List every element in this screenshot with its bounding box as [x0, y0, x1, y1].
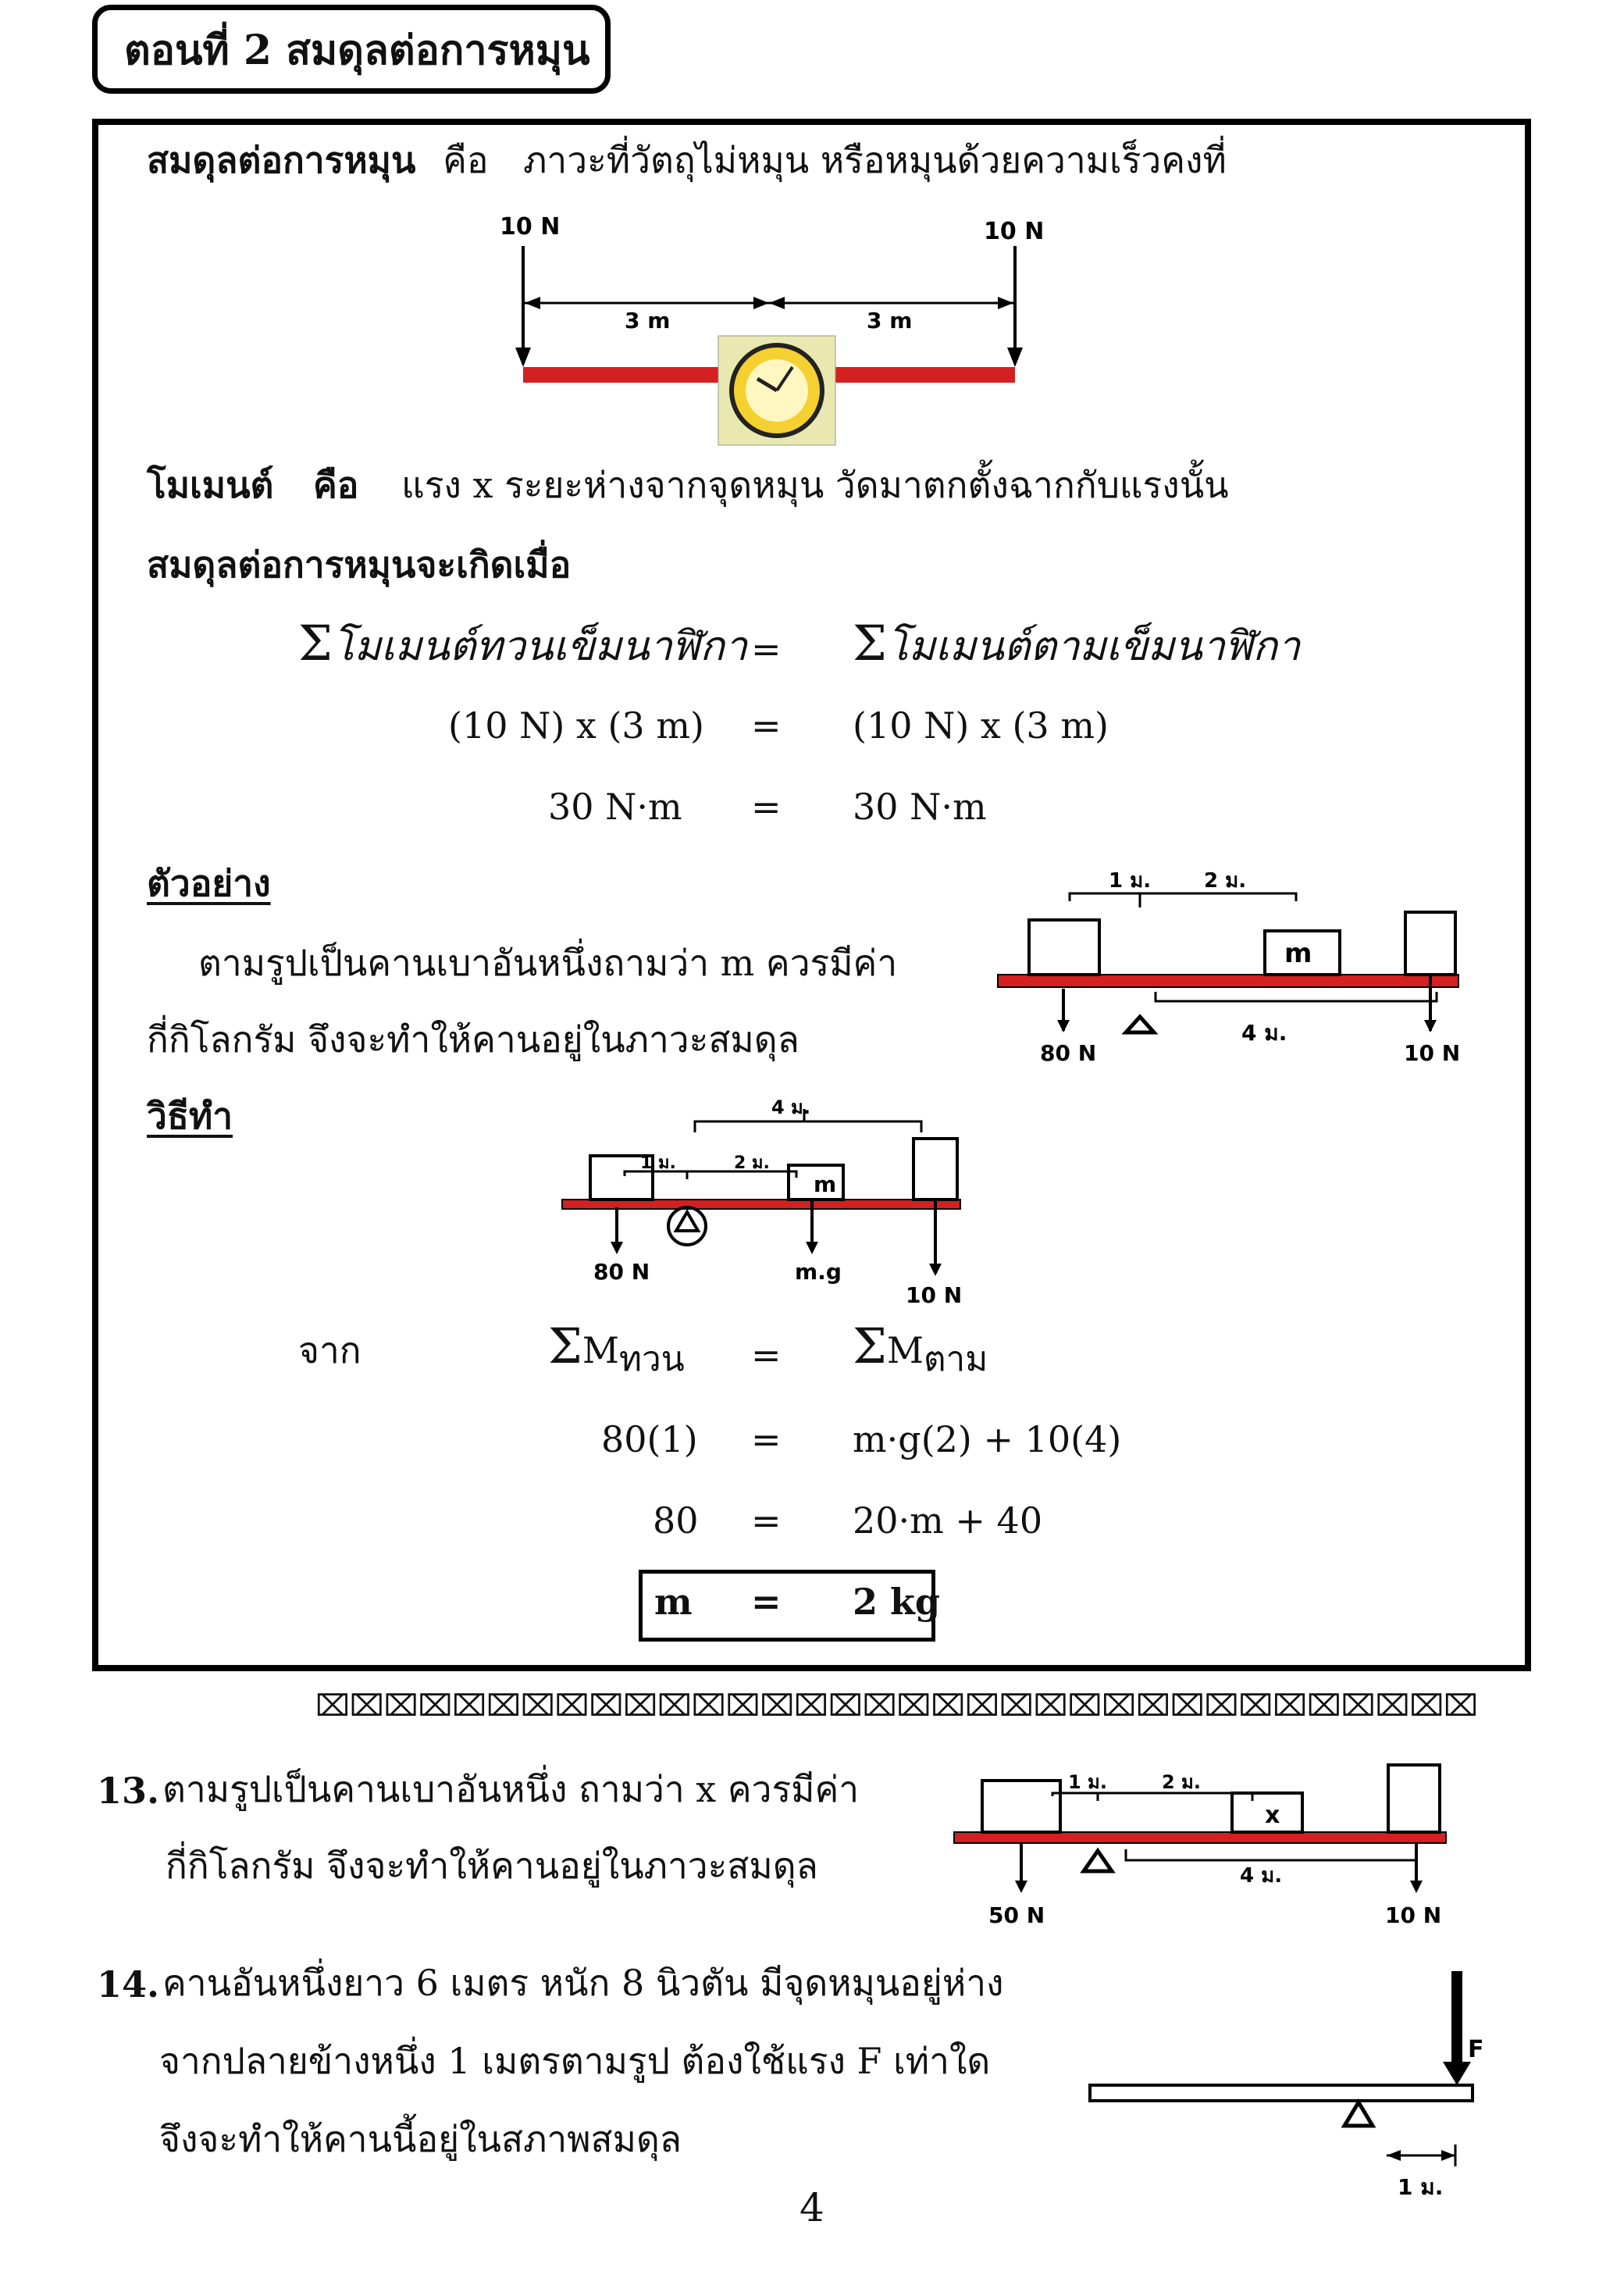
- step1-rhs: m·g(2) + 10(4): [853, 1418, 1122, 1460]
- q13-number: 13.: [97, 1770, 160, 1812]
- d-top-label: 4 ม.: [771, 1096, 810, 1118]
- example-line2: กี่กิโลกรัม จึงจะทำให้คานอยู่ในภาวะสมดุล: [147, 1018, 800, 1061]
- fulcrum-icon: [1344, 2102, 1373, 2126]
- d1-label: 1 ม.: [1109, 869, 1152, 893]
- eq-sign-2: =: [751, 704, 782, 747]
- example-beam-figure: [992, 867, 1476, 1070]
- fulcrum-icon: [1084, 1851, 1112, 1871]
- beam-left: [523, 367, 734, 383]
- q14-number: 14.: [97, 1963, 160, 2005]
- moment-term: โมเมนต์: [147, 464, 274, 506]
- eq-sign-6: =: [751, 1499, 782, 1542]
- fulcrum-icon: [1126, 1017, 1154, 1032]
- definition-term: สมดุลต่อการหมุน: [147, 139, 416, 181]
- sigma-symbol: Σ: [853, 615, 887, 672]
- q13-line2: กี่กิโลกรัม จึงจะทำให้คานอยู่ในภาวะสมดุล: [166, 1845, 818, 1887]
- mass-label: m: [814, 1171, 837, 1197]
- step2-rhs: 20·m + 40: [853, 1499, 1043, 1542]
- page-number: 4: [800, 2185, 824, 2230]
- divider: ⌧⌧⌧⌧⌧⌧⌧⌧⌧⌧⌧⌧⌧⌧⌧⌧⌧⌧⌧⌧⌧⌧⌧⌧⌧⌧⌧⌧⌧⌧⌧⌧⌧⌧: [315, 1688, 1478, 1723]
- force-arrowhead: [1443, 2062, 1471, 2085]
- definition-is: คือ: [443, 139, 489, 181]
- force-left-label: 10 N: [500, 213, 561, 241]
- beam-right: [835, 367, 1015, 383]
- force-left-arrowhead: [515, 348, 531, 367]
- f-left-label: 50 N: [988, 1902, 1045, 1928]
- dim-4m: [1126, 1849, 1416, 1860]
- from-label: จาก: [298, 1329, 361, 1371]
- eq-rhs1: Σโมเมนต์ตามเข็มนาฬิกา: [853, 615, 1301, 672]
- mass-label: m: [1284, 938, 1312, 969]
- dist-label: 1 ม.: [1398, 2174, 1444, 2200]
- f1-label: 80 N: [593, 1259, 650, 1285]
- sum-m-lhs: $\Sigma M_{ทวน}$: [548, 1317, 685, 1380]
- dim-4m: [1156, 992, 1437, 1001]
- section-title: [92, 5, 611, 94]
- f-right-label: 10 N: [1404, 1040, 1461, 1066]
- clock-balance-figure: [500, 211, 1045, 445]
- example-line1: ตามรูปเป็นคานเบาอันหนึ่งถามว่า m ควรมีค่า: [198, 942, 898, 984]
- force-right-label: 10 N: [984, 218, 1045, 245]
- block-left: [1029, 920, 1099, 975]
- d3-label: 4 ม.: [1241, 1020, 1287, 1046]
- f3-label: 10 N: [906, 1282, 963, 1308]
- block-left: [982, 1781, 1060, 1832]
- d2-label: 2 ม.: [734, 1153, 770, 1173]
- force-right-arrowhead: [1007, 348, 1023, 367]
- section-title-text: ตอนที่ 2 สมดุลต่อการหมุน: [124, 26, 590, 74]
- definition-text: ภาวะที่วัตถุไม่หมุน หรือหมุนด้วยความเร็วคงที่: [523, 139, 1227, 181]
- eq-rhs3: 30 N·m: [853, 786, 987, 828]
- moment-text: แรง x ระยะห่างจากจุดหมุน วัดมาตกตั้งฉากกับแรงนั้น: [401, 464, 1229, 506]
- d3-label: 4 ม.: [1240, 1864, 1283, 1888]
- q14-beam-figure: [1085, 1968, 1507, 2202]
- beam: [998, 975, 1458, 987]
- d1-label: 1 ม.: [1068, 1771, 1107, 1793]
- step2-lhs: 80: [653, 1499, 699, 1542]
- moment-is: คือ: [313, 464, 359, 506]
- block-right: [1405, 912, 1455, 975]
- beam: [954, 1832, 1446, 1843]
- force-label: F: [1468, 2036, 1484, 2063]
- eq-lhs3: 30 N·m: [548, 786, 682, 828]
- q14-line1: คานอันหนึ่งยาว 6 เมตร หนัก 8 นิวตัน มีจุดหมุนอยู่ห่าง: [162, 1962, 1004, 2004]
- eq-rhs2: (10 N) x (3 m): [853, 704, 1109, 747]
- block-right: [1388, 1765, 1440, 1832]
- f-right-label: 10 N: [1385, 1902, 1442, 1928]
- dim-brace: [1070, 893, 1296, 907]
- block-right: [913, 1139, 957, 1200]
- q13-beam-figure: [951, 1757, 1451, 1937]
- eq-sign-3: =: [751, 786, 782, 828]
- answer-lhs: m: [654, 1581, 693, 1623]
- answer-eq: =: [751, 1581, 782, 1623]
- eq-sign-1: =: [751, 628, 782, 670]
- dist-left-label: 3 m: [625, 308, 671, 333]
- definition-line: [147, 141, 1227, 180]
- dist-right-label: 3 m: [867, 308, 913, 333]
- mass-label: x: [1265, 1802, 1280, 1829]
- d1-label: 1 ม.: [640, 1153, 676, 1173]
- sigma-symbol: Σ: [298, 615, 333, 672]
- f-left-label: 80 N: [1040, 1040, 1097, 1066]
- eq-sign-5: =: [751, 1418, 782, 1460]
- condition-line: สมดุลต่อการหมุนจะเกิดเมื่อ: [147, 544, 572, 586]
- example-heading: ตัวอย่าง: [147, 862, 271, 904]
- d2-label: 2 ม.: [1162, 1771, 1201, 1793]
- d2-label: 2 ม.: [1204, 869, 1247, 893]
- dim-brace: [1052, 1793, 1252, 1801]
- q14-line3: จึงจะทำให้คานนี้อยู่ในสภาพสมดุล: [159, 2118, 682, 2160]
- eq-lhs2: (10 N) x (3 m): [448, 704, 704, 747]
- solution-heading: วิธีทำ: [147, 1095, 233, 1137]
- f2-label: m.g: [795, 1259, 842, 1285]
- beam: [1090, 2085, 1473, 2101]
- q13-line1: ตามรูปเป็นคานเบาอันหนึ่ง ถามว่า x ควรมีค่า: [162, 1768, 860, 1810]
- eq-lhs1: Σโมเมนต์ทวนเข็มนาฬิกา: [298, 615, 748, 672]
- solution-figure: [562, 1086, 968, 1312]
- answer-rhs: 2 kg: [853, 1581, 941, 1623]
- q14-line2: จากปลายข้างหนึ่ง 1 เมตรตามรูป ต้องใช้แรง F เท่าใด: [159, 2040, 991, 2082]
- step1-lhs: 80(1): [601, 1418, 698, 1460]
- moment-line: [147, 465, 1229, 505]
- sum-m-rhs: $\Sigma M_{ตาม}$: [853, 1317, 988, 1380]
- eq-sign-4: =: [751, 1334, 782, 1376]
- fulcrum-icon: [676, 1212, 698, 1231]
